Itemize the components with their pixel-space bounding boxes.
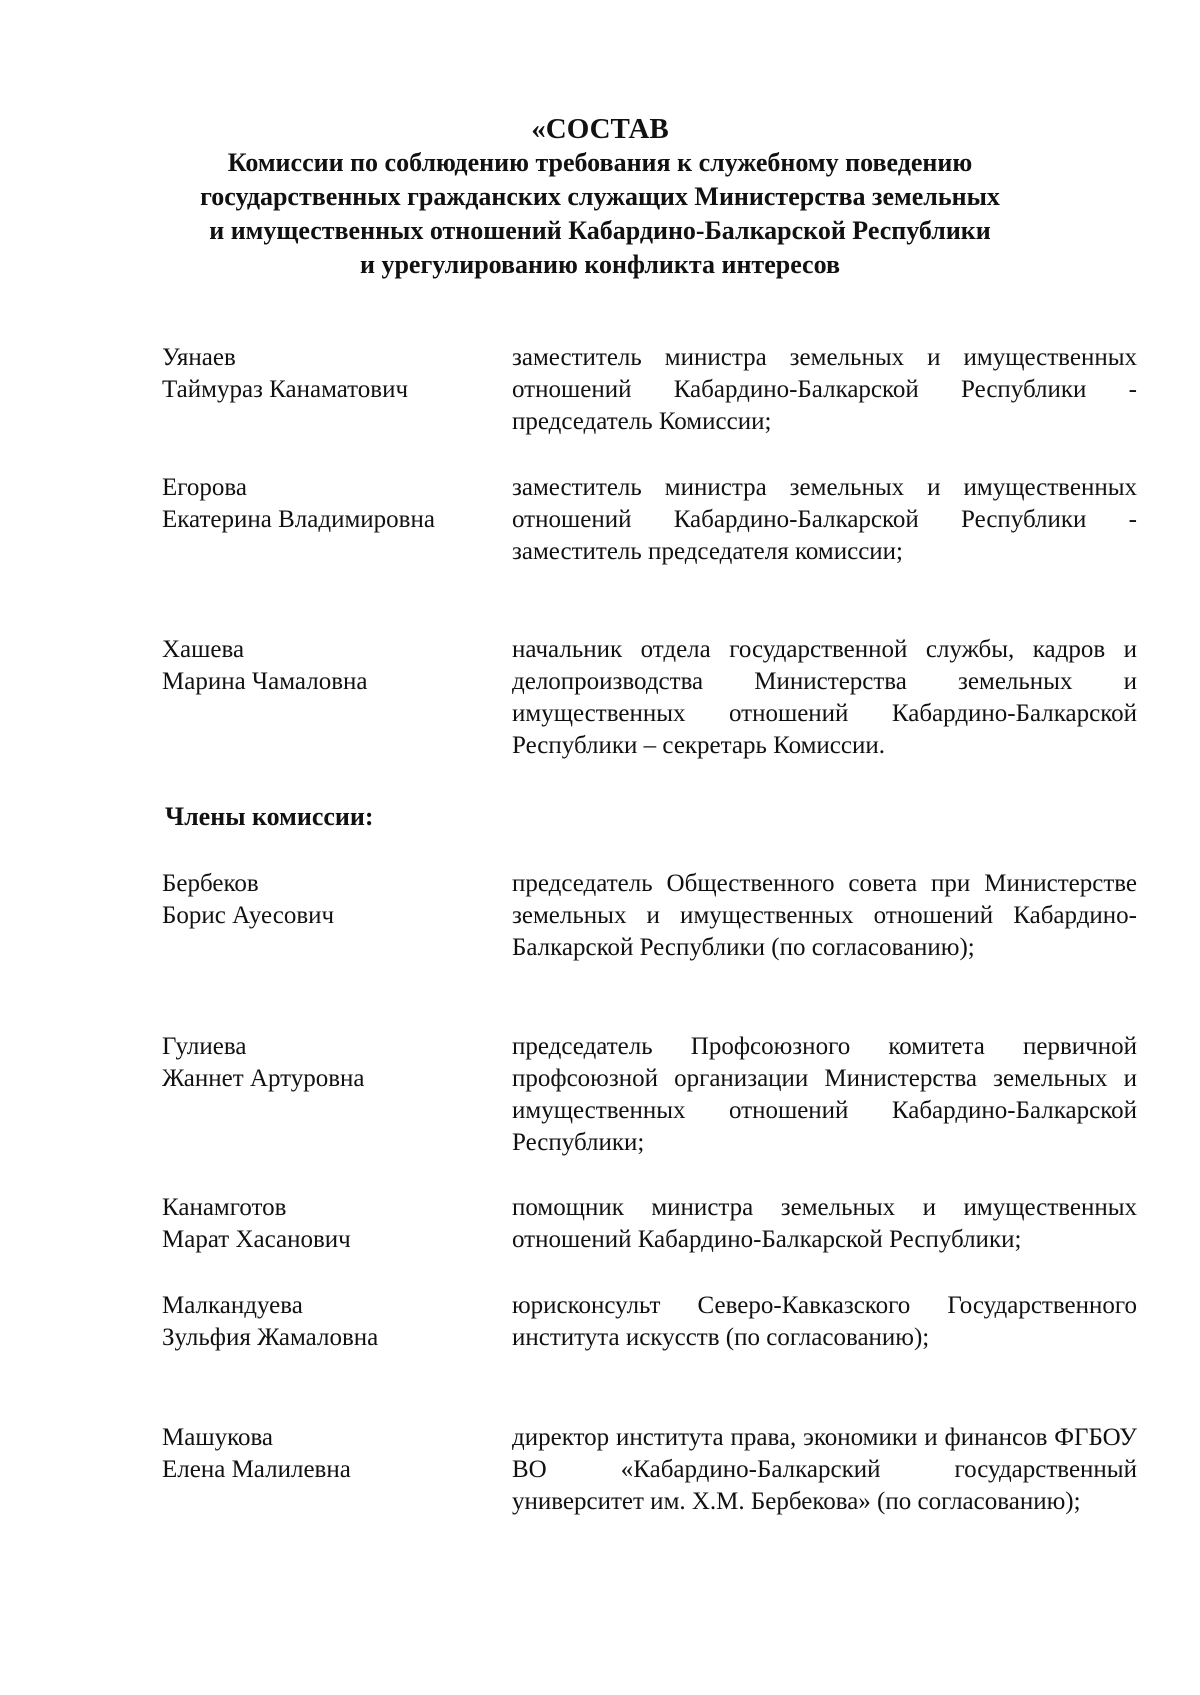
member-given-names: Зульфия Жамаловна	[162, 1324, 379, 1351]
member-surname: Машукова	[162, 1424, 274, 1451]
member-name	[162, 1031, 492, 1095]
document-subtitle-line: и урегулированию конфликта интересов	[359, 250, 840, 279]
member-name	[162, 472, 492, 536]
member-surname: Хашева	[162, 636, 245, 663]
member-given-names: Екатерина Владимировна	[162, 506, 435, 533]
document-subtitle-line: Комиссии по соблюдению требования к служебному поведению	[227, 148, 973, 177]
member-name	[162, 1290, 492, 1354]
document-subtitle-line: государственных гражданских служащих Министерства земельных	[200, 182, 1000, 211]
member-given-names: Борис Ауесович	[162, 902, 335, 929]
document-title-block	[150, 112, 1050, 282]
member-given-names: Марат Хасанович	[162, 1226, 351, 1253]
member-given-names: Таймураз Канаматович	[162, 376, 409, 403]
member-given-names: Марина Чамаловна	[162, 668, 368, 695]
member-surname: Уянаев	[162, 344, 236, 371]
member-role: начальник отдела государственной службы, кадров и делопроизводства Министерства земельных и имущественных отношений Кабардино-Балкарской Республики – секретарь Комиссии.	[512, 636, 1137, 759]
member-name	[162, 1192, 492, 1256]
member-role: заместитель министра земельных и имущественных отношений Кабардино-Балкарской Республики - председатель Комиссии;	[512, 344, 1137, 435]
member-surname: Малкандуева	[162, 1292, 303, 1319]
member-given-names: Елена Малилевна	[162, 1456, 351, 1483]
member-name	[162, 342, 492, 406]
member-role: заместитель министра земельных и имущественных отношений Кабардино-Балкарской Республики - заместитель председателя комиссии;	[512, 474, 1137, 565]
member-role: помощник министра земельных и имущественных отношений Кабардино-Балкарской Республики;	[512, 1194, 1137, 1253]
members-heading: Члены комиссии:	[165, 802, 374, 831]
member-surname: Егорова	[162, 474, 247, 501]
member-name	[162, 634, 492, 698]
member-name	[162, 868, 492, 932]
member-name	[162, 1422, 492, 1486]
document-subtitle-line: и имущественных отношений Кабардино-Балкарской Республики	[209, 216, 991, 245]
member-role: юрисконсульт Северо-Кавказского Государственного института искусств (по согласованию);	[512, 1292, 1137, 1351]
member-role: директор института права, экономики и финансов ФГБОУ ВО «Кабардино-Балкарский государственный университет им. Х.М. Бербекова» (по согласованию);	[512, 1424, 1137, 1515]
document-title: «СОСТАВ	[531, 113, 669, 145]
member-surname: Канамготов	[162, 1194, 287, 1221]
member-given-names: Жаннет Артуровна	[162, 1065, 365, 1092]
member-surname: Бербеков	[162, 870, 259, 897]
member-role: председатель Профсоюзного комитета первичной профсоюзной организации Министерства земельных и имущественных отношений Кабардино-Балкарской Республики;	[512, 1033, 1137, 1156]
member-role: председатель Общественного совета при Министерстве земельных и имущественных отношений Кабардино-Балкарской Республики (по согласованию);	[512, 870, 1137, 961]
member-surname: Гулиева	[162, 1033, 247, 1060]
